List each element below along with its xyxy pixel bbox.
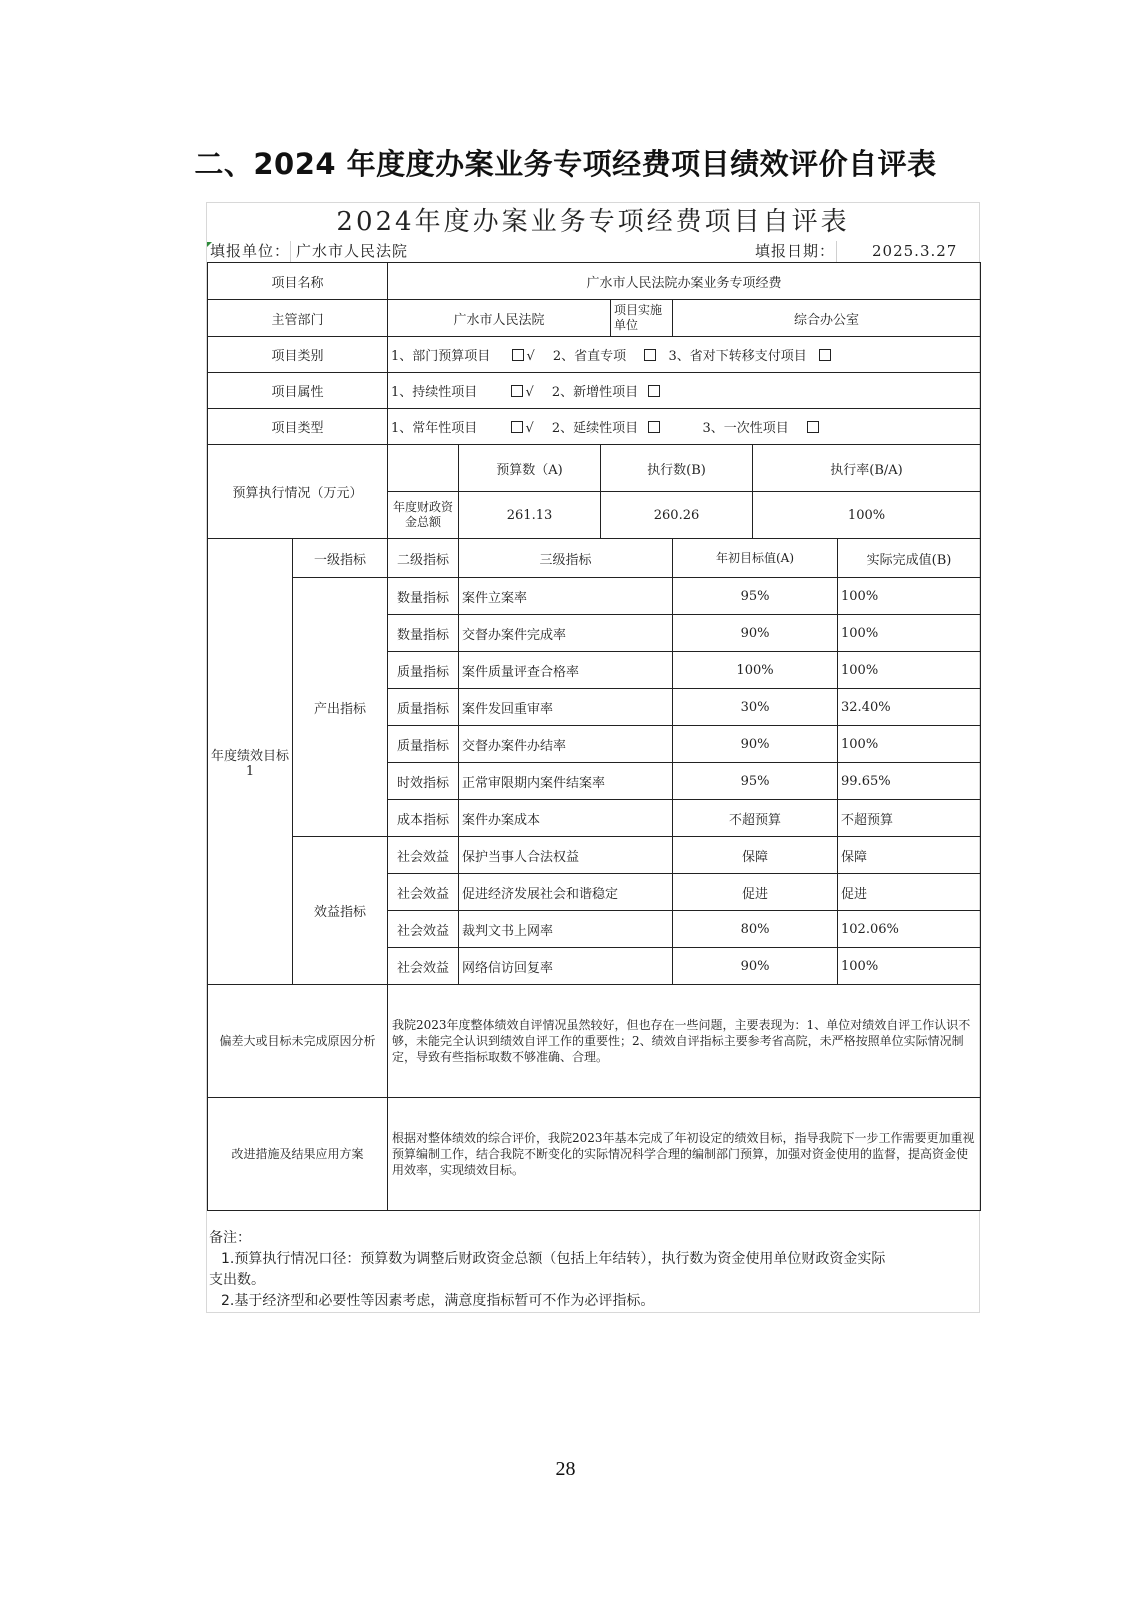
category-label: 项目类别 [208, 337, 388, 373]
check-mark-icon: √ [525, 421, 534, 436]
notes-section [209, 1228, 979, 1312]
level3-cell: 交督办案件完成率 [459, 615, 673, 652]
type-label: 项目类型 [208, 409, 388, 445]
evaluation-table [207, 262, 981, 1211]
option-label: 2、延续性项目 [551, 421, 639, 436]
note-item: 支出数。 [209, 1272, 265, 1288]
row-improvement [208, 1098, 981, 1211]
target-cell: 促进 [673, 874, 838, 911]
target-cell: 100% [673, 652, 838, 689]
row-department [208, 300, 981, 337]
level2-cell: 社会效益 [388, 911, 459, 948]
level3-cell: 网络信访回复率 [459, 948, 673, 985]
row-deviation [208, 985, 981, 1098]
check-mark-icon: √ [525, 385, 534, 400]
actual-cell: 100% [838, 726, 981, 763]
level3-cell: 保护当事人合法权益 [459, 837, 673, 874]
deviation-text: 我院2023年度整体绩效自评情况虽然较好，但也存在一些问题，主要表现为：1、单位对绩效自评工作认识不够，未能完全认识到绩效自评工作的重要性；2、绩效自评指标主要参考省高院，未严格按照单位实际情况制定，导致有些指标取数不够准确、合理。 [388, 985, 981, 1098]
level2-cell: 质量指标 [388, 689, 459, 726]
category-options [388, 337, 981, 373]
check-mark-icon: √ [526, 349, 535, 364]
actual-cell: 促进 [838, 874, 981, 911]
notes-title: 备注： [209, 1230, 251, 1246]
target-cell: 保障 [673, 837, 838, 874]
target-cell: 90% [673, 726, 838, 763]
checkbox-icon[interactable] [512, 349, 524, 361]
table-row [208, 578, 981, 615]
level2-cell: 质量指标 [388, 726, 459, 763]
level3-cell: 正常审限期内案件结案率 [459, 763, 673, 800]
attribute-label: 项目属性 [208, 373, 388, 409]
option-label: 3、省对下转移支付项目 [668, 349, 807, 364]
divider [290, 241, 291, 262]
target-cell: 90% [673, 948, 838, 985]
attribute-options [388, 373, 981, 409]
checkbox-icon[interactable] [511, 421, 523, 433]
header-level3: 三级指标 [459, 539, 673, 578]
budget-planned-value: 261.13 [459, 492, 601, 539]
checkbox-icon[interactable] [648, 385, 660, 397]
level1-output: 产出指标 [293, 578, 388, 837]
level2-cell: 数量指标 [388, 578, 459, 615]
checkbox-icon[interactable] [648, 421, 660, 433]
row-indicator-header [208, 539, 981, 578]
checkbox-icon[interactable] [807, 421, 819, 433]
actual-cell: 100% [838, 652, 981, 689]
target-cell: 90% [673, 615, 838, 652]
note-item: 2.基于经济型和必要性等因素考虑，满意度指标暂可不作为必评指标。 [221, 1293, 655, 1309]
divider [836, 241, 837, 262]
page-number: 28 [555, 1458, 576, 1480]
option-label: 1、部门预算项目 [391, 349, 491, 364]
budget-header-rate: 执行率(B/A) [753, 445, 981, 492]
option-label: 3、一次性项目 [702, 421, 789, 436]
dept-label: 主管部门 [208, 300, 388, 337]
level2-cell: 社会效益 [388, 948, 459, 985]
level3-cell: 交督办案件办结率 [459, 726, 673, 763]
budget-rate-value: 100% [753, 492, 981, 539]
option-label: 1、常年性项目 [391, 421, 478, 436]
impl-unit-value: 综合办公室 [673, 300, 981, 337]
impl-unit-label: 项目实施单位 [611, 300, 673, 337]
actual-cell: 100% [838, 948, 981, 985]
deviation-label: 偏差大或目标未完成原因分析 [208, 985, 388, 1098]
checkbox-icon[interactable] [644, 349, 656, 361]
row-category [208, 337, 981, 373]
level2-cell: 时效指标 [388, 763, 459, 800]
level3-cell: 案件立案率 [459, 578, 673, 615]
budget-header-planned: 预算数（A) [459, 445, 601, 492]
row-attribute [208, 373, 981, 409]
row-budget-header [208, 445, 981, 492]
form-title: 2024年度办案业务专项经费项目自评表 [336, 207, 850, 237]
actual-cell: 100% [838, 578, 981, 615]
row-type [208, 409, 981, 445]
fill-date-label: 填报日期： [755, 242, 836, 260]
filler-unit-label: 填报单位： [210, 242, 291, 260]
note-item: 1.预算执行情况口径：预算数为调整后财政资金总额（包括上年结转），执行数为资金使用单位财政资金实际 [221, 1251, 886, 1267]
actual-cell: 99.65% [838, 763, 981, 800]
improvement-label: 改进措施及结果应用方案 [208, 1098, 388, 1211]
level2-cell: 质量指标 [388, 652, 459, 689]
level2-cell: 成本指标 [388, 800, 459, 837]
level3-cell: 促进经济发展社会和谐稳定 [459, 874, 673, 911]
budget-header-executed: 执行数(B) [601, 445, 753, 492]
budget-row-label: 年度财政资金总额 [388, 492, 459, 539]
level3-cell: 案件办案成本 [459, 800, 673, 837]
level3-cell: 裁判文书上网率 [459, 911, 673, 948]
section-label-performance-goal: 年度绩效目标1 [208, 539, 293, 985]
actual-cell: 100% [838, 615, 981, 652]
header-level2: 二级指标 [388, 539, 459, 578]
header-target: 年初目标值(A) [673, 539, 838, 578]
option-label: 2、省直专项 [552, 349, 627, 364]
fill-date-value: 2025.3.27 [872, 242, 958, 260]
page-heading: 二、2024 年度度办案业务专项经费项目绩效评价自评表 [194, 147, 937, 181]
empty-cell [388, 445, 459, 492]
target-cell: 95% [673, 578, 838, 615]
option-label: 2、新增性项目 [551, 385, 639, 400]
budget-label: 预算执行情况（万元） [208, 445, 388, 539]
level2-cell: 数量指标 [388, 615, 459, 652]
actual-cell: 保障 [838, 837, 981, 874]
checkbox-icon[interactable] [511, 385, 523, 397]
actual-cell: 不超预算 [838, 800, 981, 837]
option-label: 1、持续性项目 [391, 385, 478, 400]
target-cell: 不超预算 [673, 800, 838, 837]
target-cell: 80% [673, 911, 838, 948]
budget-executed-value: 260.26 [601, 492, 753, 539]
level2-cell: 社会效益 [388, 837, 459, 874]
actual-cell: 32.40% [838, 689, 981, 726]
level3-cell: 案件发回重审率 [459, 689, 673, 726]
target-cell: 30% [673, 689, 838, 726]
level3-cell: 案件质量评查合格率 [459, 652, 673, 689]
level1-benefit: 效益指标 [293, 837, 388, 985]
dept-value: 广水市人民法院 [388, 300, 611, 337]
type-options [388, 409, 981, 445]
table-row [208, 837, 981, 874]
header-level1: 一级指标 [293, 539, 388, 578]
project-name-label: 项目名称 [208, 263, 388, 300]
project-name-value: 广水市人民法院办案业务专项经费 [388, 263, 981, 300]
actual-cell: 102.06% [838, 911, 981, 948]
row-project-name [208, 263, 981, 300]
header-actual: 实际完成值(B) [838, 539, 981, 578]
improvement-text: 根据对整体绩效的综合评价，我院2023年基本完成了年初设定的绩效目标，指导我院下一步工作需要更加重视预算编制工作，结合我院不断变化的实际情况科学合理的编制部门预算，加强对资金使用的监督，提高资金使用效率，实现绩效目标。 [388, 1098, 981, 1211]
filler-unit-value: 广水市人民法院 [296, 242, 409, 260]
checkbox-icon[interactable] [819, 349, 831, 361]
level2-cell: 社会效益 [388, 874, 459, 911]
target-cell: 95% [673, 763, 838, 800]
